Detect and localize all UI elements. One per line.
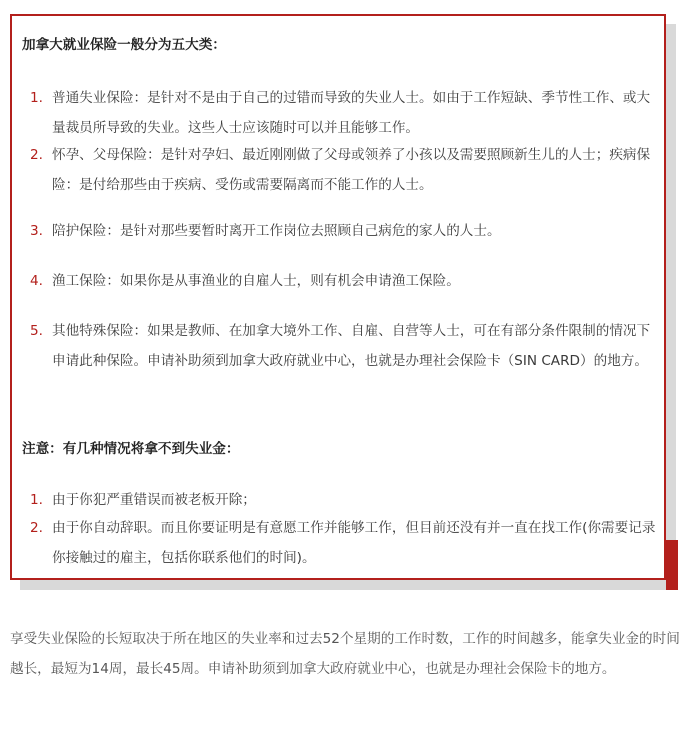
list-item <box>30 140 656 200</box>
list-number: 3. <box>30 223 43 239</box>
card-accent-bar <box>666 540 678 590</box>
note-heading: 注意：有几种情况将拿不到失业金： <box>22 441 240 457</box>
note-item <box>30 485 656 515</box>
info-card-wrapper <box>10 14 666 580</box>
list-item <box>30 266 656 296</box>
info-card <box>10 14 666 580</box>
categories-heading: 加拿大就业保险一般分为五大类： <box>22 37 226 53</box>
list-item-text: 渔工保险：如果你是从事渔业的自雇人士，则有机会申请渔工保险。 <box>52 273 460 289</box>
list-item <box>30 316 656 376</box>
list-item-text: 其他特殊保险：如果是教师、在加拿大境外工作、自雇、自营等人士，可在有部分条件限制的情况下申请此种保险。申请补助须到加拿大政府就业中心，也就是办理社会保险卡（SIN CARD）的地方。 <box>52 323 651 369</box>
duration-paragraph: 享受失业保险的长短取决于所在地区的失业率和过去52个星期的工作时数，工作的时间越多，能拿失业金的时间越长，最短为14周，最长45周。申请补助须到加拿大政府就业中心，也就是办理社会保险卡的地方。 <box>10 631 680 677</box>
note-item <box>30 513 656 573</box>
list-item <box>30 83 656 143</box>
list-number: 4. <box>30 273 43 289</box>
list-item-text: 普通失业保险：是针对不是由于自己的过错而导致的失业人士。如由于工作短缺、季节性工作、或大量裁员所导致的失业。这些人士应该随时可以并且能够工作。 <box>52 90 651 136</box>
list-number: 5. <box>30 323 43 339</box>
list-item <box>30 216 656 246</box>
list-item-text: 陪护保险：是针对那些要暂时离开工作岗位去照顾自己病危的家人的人士。 <box>52 223 501 239</box>
note-number: 1. <box>30 492 43 508</box>
note-item-text: 由于你自动辞职。而且你要证明是有意愿工作并能够工作，但目前还没有并一直在找工作(你需要记录你接触过的雇主，包括你联系他们的时间)。 <box>52 520 656 566</box>
list-number: 1. <box>30 90 43 106</box>
list-number: 2. <box>30 147 43 163</box>
note-item-text: 由于你犯严重错误而被老板开除； <box>52 492 256 508</box>
list-item-text: 怀孕、父母保险：是针对孕妇、最近刚刚做了父母或领养了小孩以及需要照顾新生儿的人士；疾病保险：是付给那些由于疾病、受伤或需要隔离而不能工作的人士。 <box>52 147 651 193</box>
note-number: 2. <box>30 520 43 536</box>
